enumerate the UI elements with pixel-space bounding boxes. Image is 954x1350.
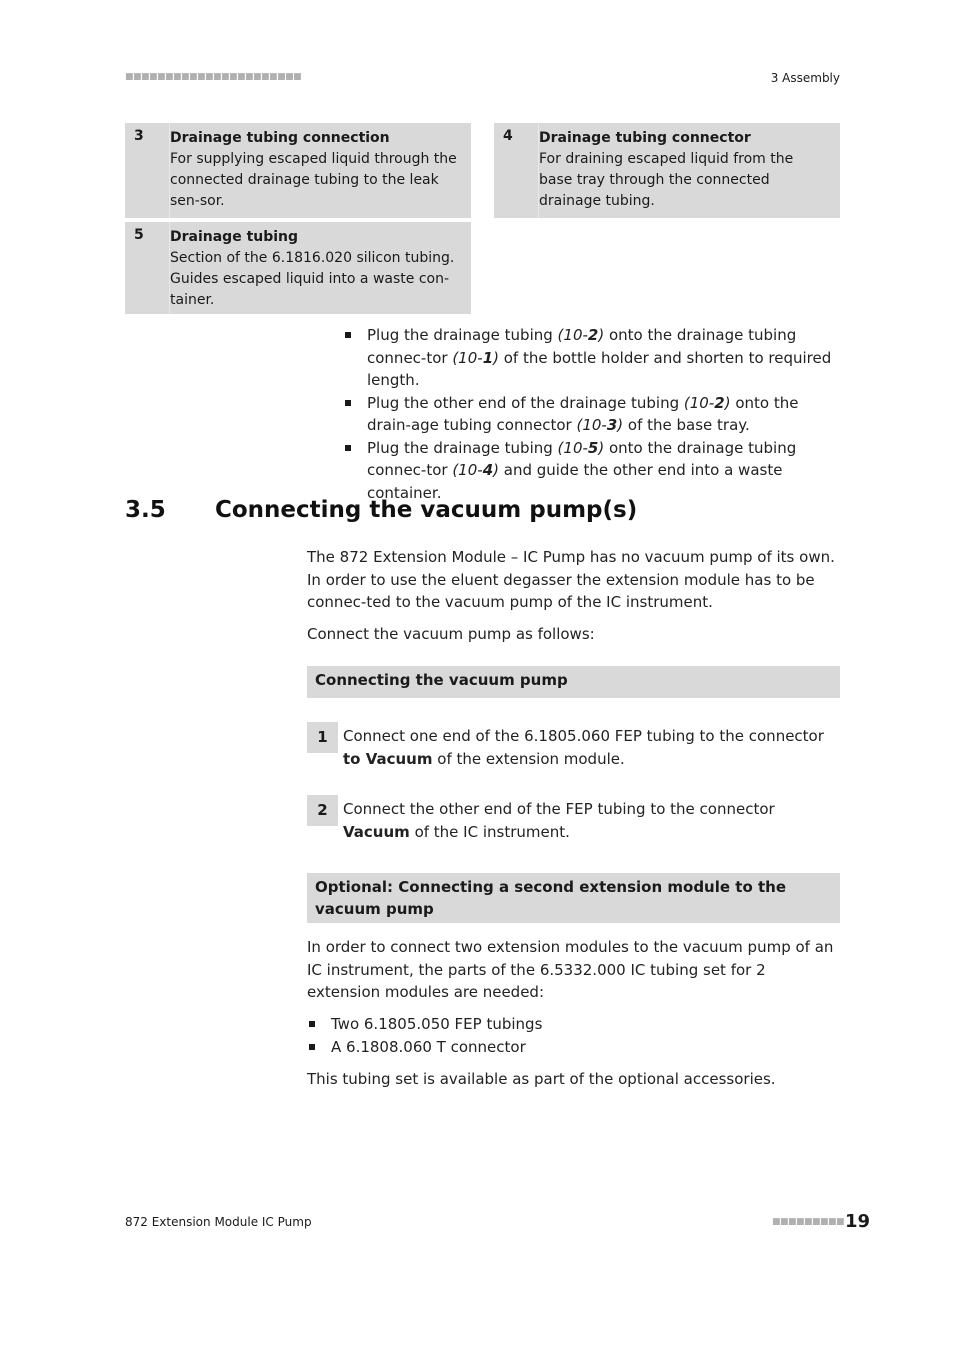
section-lead: Connect the vacuum pump as follows: [307,625,595,643]
section-heading [125,497,637,523]
legend-number: 5 [134,227,144,243]
figure-reference: (10-3) [576,416,624,434]
legend-number: 3 [134,128,144,144]
legend-number: 4 [503,128,513,144]
section-number: 3.5 [125,497,166,523]
figure-reference: (10-2) [683,393,731,412]
instruction-item: Plug the drainage tubing (10-2) onto the drainage tubing connec-tor (10-1) of the bottle holder and shorten to required length. [343,324,840,392]
step-number: 1 [307,722,338,753]
procedure-title: Connecting the vacuum pump [307,666,840,698]
bullet-square-icon [309,1044,315,1050]
figure-reference: (10-2) [557,326,605,344]
step-text: Connect the other end of the FEP tubing to the connector Vacuum of the IC instrument. [343,800,775,841]
header-decoration: ■■■■■■■■■■■■■■■■■■■■■■ [125,72,302,82]
bullet-square-icon [345,332,351,338]
legend-item-4 [494,123,840,218]
section-intro: The 872 Extension Module – IC Pump has no vacuum pump of its own. In order to use the eluent degasser the extension module has to be connec-ted to the vacuum pump of the IC instrument. [307,548,835,611]
closing-text: This tubing set is available as part of the optional accessories. [307,1070,776,1088]
legend-description: Section of the 6.1816.020 silicon tubing. Guides escaped liquid into a waste con-tainer. [170,250,455,308]
page-number: 19 [845,1211,871,1232]
bullet-square-icon [345,445,351,451]
figure-reference: (10-1) [452,348,499,367]
instruction-list [343,324,840,504]
legend-description: For draining escaped liquid from the base tray through the connected drainage tubing. [539,151,794,209]
running-header-chapter: 3 Assembly [770,71,840,85]
legend-item-3 [125,123,471,218]
instruction-item: Plug the other end of the drainage tubing (10-2) onto the drain-age tubing connector (10-3) of the base tray. [343,392,840,437]
instruction-item: Plug the drainage tubing (10-5) onto the drainage tubing connec-tor (10-4) and guide the other end into a waste container. [343,437,840,505]
parts-list-item: Two 6.1805.050 FEP tubings [307,1013,840,1036]
step-text: Connect one end of the 6.1805.060 FEP tubing to the connector to Vacuum of the extension module. [343,727,824,768]
footer-decoration: ■■■■■■■■■ [772,1217,845,1227]
legend-title: Drainage tubing [170,229,299,245]
legend-title: Drainage tubing connector [539,130,751,146]
parts-list-item: A 6.1808.060 T connector [307,1036,840,1059]
section-title: Connecting the vacuum pump(s) [215,497,638,523]
optional-text: In order to connect two extension modules to the vacuum pump of an IC instrument, the parts of the 6.5332.000 IC tubing set for 2 extension modules are needed: [307,938,834,1001]
legend-item-5 [125,222,471,314]
footer-product-name: 872 Extension Module IC Pump [125,1215,312,1229]
legend-title: Drainage tubing connection [170,130,390,146]
figure-reference: (10-5) [557,438,605,457]
figure-reference: (10-4) [452,461,499,479]
bullet-square-icon [345,400,351,406]
bullet-square-icon [309,1021,315,1027]
step-number: 2 [307,795,338,826]
parts-list [307,1013,840,1058]
optional-procedure-title: Optional: Connecting a second extension module to the vacuum pump [307,873,840,923]
legend-description: For supplying escaped liquid through the connected drainage tubing to the leak sen-sor. [170,151,457,209]
